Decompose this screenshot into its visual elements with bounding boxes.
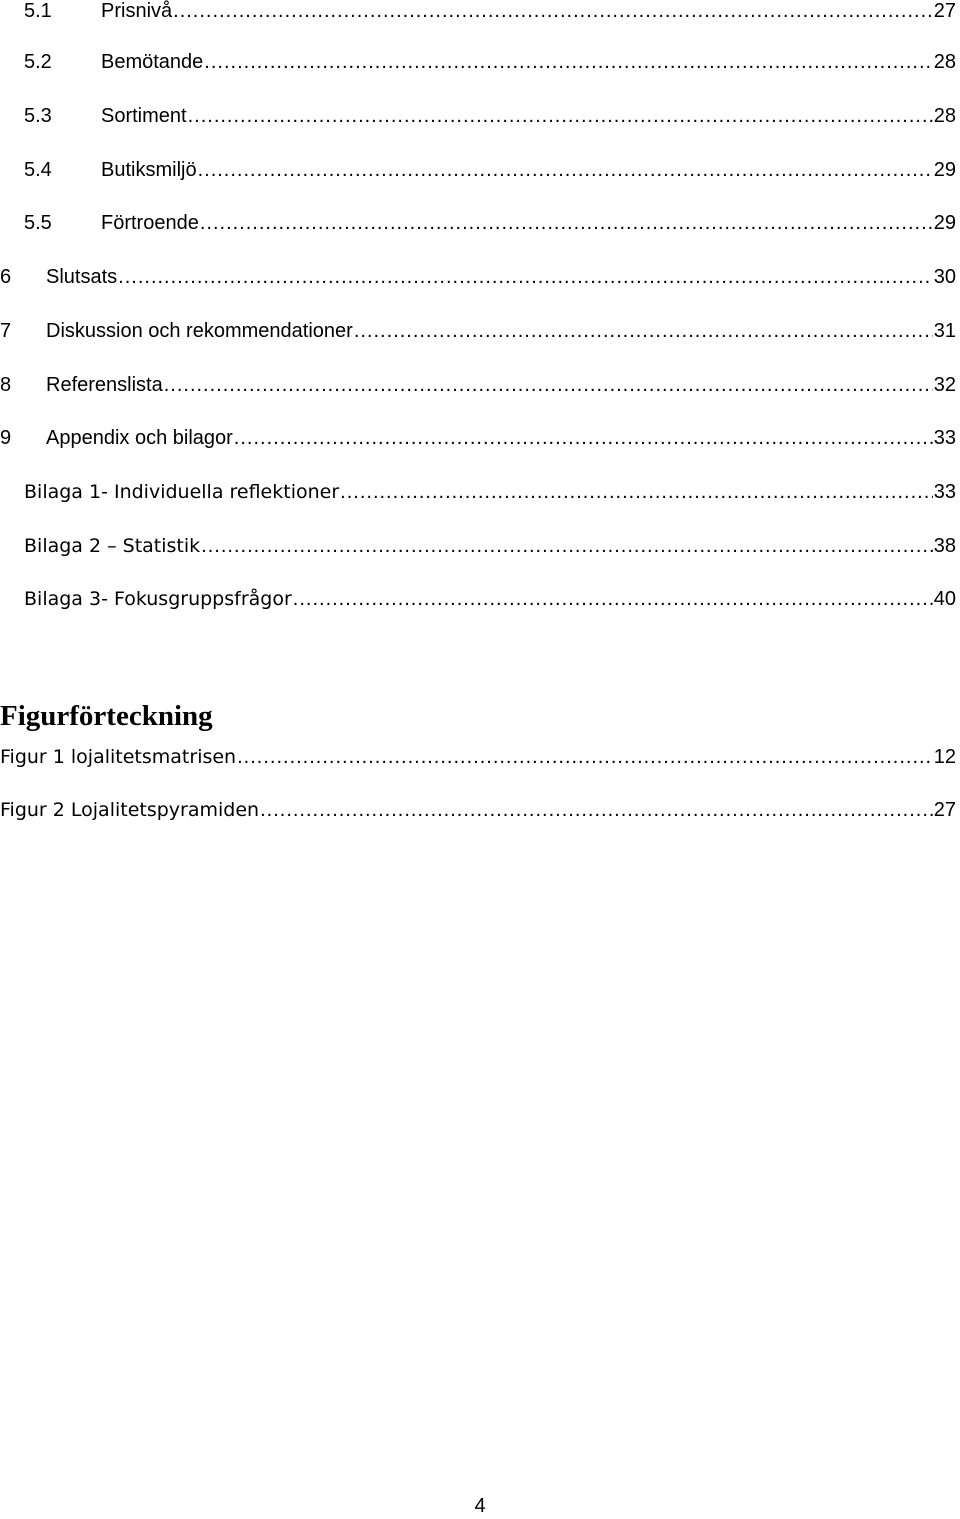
toc-entry-page: 40 — [933, 588, 956, 610]
toc-entry-bilaga-3[interactable] — [24, 586, 956, 612]
figure-entry-page: 12 — [933, 746, 956, 768]
toc-entry-number: 9 — [0, 427, 12, 449]
dot-leader — [173, 0, 933, 24]
dot-leader — [260, 797, 933, 823]
toc-entry-title: Bilaga 1- Individuella reflektioner — [24, 481, 340, 503]
dot-leader — [234, 425, 933, 451]
toc-entry-title: Sortiment — [101, 105, 187, 127]
toc-entry-title: Bemötande — [101, 51, 204, 73]
toc-entry-page: 28 — [933, 105, 956, 127]
toc-entry-title: Prisnivå — [101, 0, 173, 22]
toc-entry-page: 29 — [933, 159, 956, 181]
toc-entry-page: 30 — [933, 266, 956, 288]
toc-entry-number: 5.1 — [24, 0, 52, 22]
toc-entry-page: 31 — [933, 320, 956, 342]
toc-entry-bilaga-2[interactable] — [24, 533, 956, 559]
dot-leader — [340, 479, 933, 505]
figure-entry-page: 27 — [933, 799, 956, 821]
dot-leader — [164, 372, 933, 398]
toc-entry-number: 5.5 — [24, 212, 52, 234]
toc-entry-5-4[interactable] — [24, 157, 956, 183]
toc-entry-title: Bilaga 3- Fokusgruppsfrågor — [24, 588, 292, 610]
toc-entry-page: 33 — [933, 481, 956, 503]
toc-entry-8[interactable] — [0, 372, 956, 398]
dot-leader — [200, 210, 933, 236]
dot-leader — [204, 49, 932, 75]
dot-leader — [201, 533, 933, 559]
dot-leader — [237, 744, 933, 770]
toc-entry-page: 29 — [933, 212, 956, 234]
toc-entry-page: 27 — [933, 0, 956, 22]
toc-entry-page: 32 — [933, 374, 956, 396]
toc-entry-title: Appendix och bilagor — [46, 427, 233, 449]
toc-entry-page: 28 — [933, 51, 956, 73]
figure-list-heading: Figurförteckning — [0, 700, 213, 732]
dot-leader — [293, 586, 933, 612]
toc-entry-title: Referenslista — [46, 374, 163, 396]
toc-entry-7[interactable] — [0, 318, 956, 344]
toc-entry-number: 7 — [0, 320, 12, 342]
toc-entry-number: 5.3 — [24, 105, 52, 127]
toc-entry-9[interactable] — [0, 425, 956, 451]
dot-leader — [198, 157, 933, 183]
toc-entry-title: Slutsats — [46, 266, 118, 288]
toc-entry-5-1[interactable] — [24, 0, 956, 24]
toc-entry-page: 33 — [933, 427, 956, 449]
toc-entry-number: 5.2 — [24, 51, 52, 73]
toc-entry-6[interactable] — [0, 264, 956, 290]
toc-entry-title: Förtroende — [101, 212, 199, 234]
toc-entry-title: Bilaga 2 – Statistik — [24, 535, 201, 557]
toc-entry-number: 8 — [0, 374, 12, 396]
toc-entry-title: Diskussion och rekommendationer — [46, 320, 353, 342]
toc-entry-title: Butiksmiljö — [101, 159, 197, 181]
toc-entry-5-2[interactable] — [24, 49, 956, 75]
toc-entry-number: 5.4 — [24, 159, 52, 181]
toc-entry-5-5[interactable] — [24, 210, 956, 236]
figure-entry-title: Figur 2 Lojalitetspyramiden — [0, 799, 260, 821]
page-number: 4 — [474, 1495, 486, 1517]
toc-entry-page: 38 — [933, 535, 956, 557]
toc-entry-5-3[interactable] — [24, 103, 956, 129]
toc-entry-bilaga-1[interactable] — [24, 479, 956, 505]
figure-entry-2[interactable] — [0, 797, 956, 823]
dot-leader — [354, 318, 933, 344]
toc-entry-number: 6 — [0, 266, 12, 288]
dot-leader — [188, 103, 933, 129]
figure-entry-title: Figur 1 lojalitetsmatrisen — [0, 746, 237, 768]
figure-entry-1[interactable] — [0, 744, 956, 770]
dot-leader — [118, 264, 933, 290]
